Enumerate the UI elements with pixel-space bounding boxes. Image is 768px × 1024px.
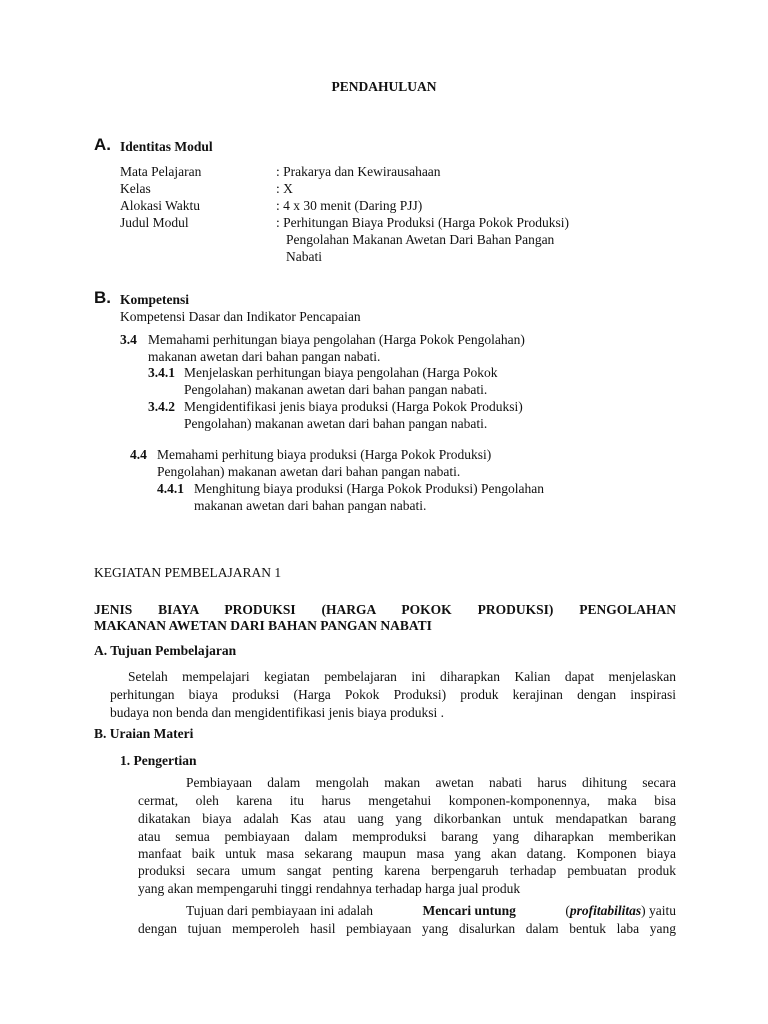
pengertian-heading: 1. Pengertian (120, 753, 197, 768)
mencari-untung-bold: Mencari untung (422, 903, 516, 918)
kd-3-4-line2: makanan awetan dari bahan pangan nabati. (148, 349, 381, 364)
pengertian-line3: dikatakan biaya adalah Kas atau uang yang dikorbankan untuk mendapatkan barang (138, 811, 676, 826)
section-b-heading: Kompetensi (120, 292, 189, 307)
tujuan-pembiayaan-line1 (186, 902, 676, 919)
identity-value-kelas: : X (276, 181, 293, 196)
identity-label-judul-modul: Judul Modul (120, 215, 189, 230)
pengertian-line1: Pembiayaan dalam mengolah makan awetan nabati harus dihitung secara (186, 775, 676, 790)
indikator-3-4-2-line2: Pengolahan) makanan awetan dari bahan pangan nabati. (184, 416, 488, 431)
tujuan-pembiayaan-line2: dengan tujuan memperoleh hasil pembiayaan yang disalurkan dalam bentuk laba yang (138, 921, 676, 936)
identity-label-alokasi-waktu: Alokasi Waktu (120, 198, 201, 213)
kd-3-4-line1: Memahami perhitungan biaya pengolahan (Harga Pokok Pengolahan) (148, 332, 525, 347)
pengertian-line7: yang akan mempengaruhi tinggi rendahnya terhadap harga jual produk (138, 881, 521, 896)
kegiatan-title-line2: MAKANAN AWETAN DARI BAHAN PANGAN NABATI (94, 618, 432, 633)
indikator-3-4-1-line1: Menjelaskan perhitungan biaya pengolahan (Harga Pokok (184, 365, 498, 380)
indikator-3-4-2-line1: Mengidentifikasi jenis biaya produksi (Harga Pokok Produksi) (184, 399, 523, 414)
kd-4-4-number: 4.4 (130, 447, 147, 462)
kd-3-4-number: 3.4 (120, 332, 137, 347)
kegiatan-heading: KEGIATAN PEMBELAJARAN 1 (94, 565, 282, 580)
profitabilitas-bold-italic: profitabilitas (569, 903, 642, 918)
kd-4-4-line2: Pengolahan) makanan awetan dari bahan pangan nabati. (157, 464, 461, 479)
identity-label-mata-pelajaran: Mata Pelajaran (120, 164, 202, 179)
section-a-letter: A. (94, 135, 111, 154)
uraian-heading: B. Uraian Materi (94, 726, 194, 741)
identity-value-judul-modul-cont2: Nabati (286, 249, 322, 264)
identity-label-kelas: Kelas (120, 181, 151, 196)
indikator-3-4-2-number: 3.4.2 (148, 399, 175, 414)
identity-value-mata-pelajaran: : Prakarya dan Kewirausahaan (276, 164, 441, 179)
section-a-heading: Identitas Modul (120, 139, 213, 154)
open-paren: ( (565, 903, 570, 918)
indikator-4-4-1-line1: Menghitung biaya produksi (Harga Pokok Produksi) Pengolahan (194, 481, 544, 496)
identity-value-judul-modul-cont1: Pengolahan Makanan Awetan Dari Bahan Pangan (286, 232, 555, 247)
page-title: PENDAHULUAN (331, 79, 437, 94)
tujuan-line3: budaya non benda dan mengidentifikasi jenis biaya produksi . (110, 705, 445, 720)
identity-value-alokasi-waktu: : 4 x 30 menit (Daring PJJ) (276, 198, 423, 213)
tujuan-line1: Setelah mempelajari kegiatan pembelajaran ini diharapkan Kalian dapat menjelaskan (128, 669, 676, 684)
indikator-4-4-1-number: 4.4.1 (157, 481, 184, 496)
pengertian-line6: produksi secara umum sangat penting karena berpengaruh terhadap pembuatan produk (138, 863, 676, 878)
tujuan-heading: A. Tujuan Pembelajaran (94, 643, 237, 658)
pengertian-line2: cermat, oleh karena itu harus mengetahui komponen-komponennya, maka bisa (138, 793, 676, 808)
indikator-3-4-1-number: 3.4.1 (148, 365, 175, 380)
kd-4-4-line1: Memahami perhitung biaya produksi (Harga Pokok Produksi) (157, 447, 492, 462)
profitabilitas-group (565, 902, 676, 919)
tujuan-pembiayaan-text: Tujuan dari pembiayaan ini adalah (186, 903, 373, 918)
pengertian-line5: manfaat baik untuk masa sekarang maupun masa yang akan datang. Komponen biaya (138, 846, 676, 861)
indikator-4-4-1-line2: makanan awetan dari bahan pangan nabati. (194, 498, 427, 513)
tujuan-line2: perhitungan biaya produksi (Harga Pokok Produksi) produk kerajinan dengan inspirasi (110, 687, 676, 702)
indikator-3-4-1-line2: Pengolahan) makanan awetan dari bahan pangan nabati. (184, 382, 488, 397)
pengertian-line4: atau semua pembiayaan dalam memproduksi barang yang diharapkan memberikan (138, 829, 676, 844)
identity-value-judul-modul: : Perhitungan Biaya Produksi (Harga Pokok Produksi) (276, 215, 569, 230)
kegiatan-title-line1: JENIS BIAYA PRODUKSI (HARGA POKOK PRODUKSI) PENGOLAHAN (94, 602, 676, 617)
section-b-subheading: Kompetensi Dasar dan Indikator Pencapaian (120, 309, 361, 324)
section-b-letter: B. (94, 288, 111, 307)
close-paren-yaitu: ) yaitu (641, 903, 676, 918)
